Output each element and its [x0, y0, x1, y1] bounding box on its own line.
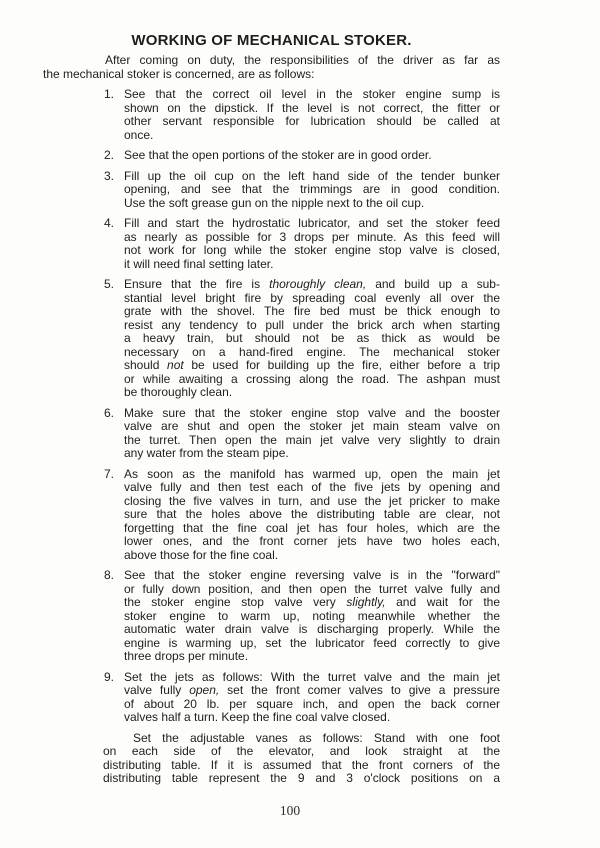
- item-text-line: [124, 115, 500, 129]
- item-text-line: [124, 623, 500, 637]
- item-text-line: [124, 170, 500, 184]
- item-text-line: [124, 88, 500, 102]
- item-text-line: [124, 197, 500, 211]
- text-segment: closing the five valves in turn, and use the jet pricker to make: [124, 493, 500, 508]
- text-segment: Make sure that the stoker engine stop valve and the booster: [124, 405, 500, 420]
- continuation-text-line: [103, 772, 500, 786]
- text-segment: a heavy train, but should not be as thick as would be: [124, 331, 500, 345]
- item-text-line: [124, 434, 500, 448]
- continuation-text-line: [103, 732, 500, 746]
- italic-text-segment: open,: [189, 683, 220, 697]
- text-segment: any water from the steam pipe.: [124, 446, 289, 460]
- text-segment: stoker engine to warm up, noting meanwhile whether the: [124, 608, 500, 623]
- text-segment: resist any tendency to pull under the brick arch when starting: [124, 317, 500, 332]
- item-body: [124, 149, 500, 163]
- italic-text-segment: not: [167, 358, 184, 372]
- text-segment: the turret. Then open the main jet valve very slightly to drain: [124, 432, 500, 447]
- list-item: [104, 88, 500, 142]
- item-text-line: [124, 447, 500, 461]
- text-segment: distributing table. If it is assumed that the front corners of the: [103, 757, 500, 772]
- text-segment: valve fully: [124, 683, 190, 697]
- item-text-line: [124, 481, 500, 495]
- instruction-list: [104, 88, 500, 725]
- text-segment: As soon as the manifold has warmed up, open the main jet: [124, 466, 500, 481]
- item-body: [124, 468, 500, 563]
- item-text-line: [124, 637, 500, 651]
- item-number: 9.: [104, 669, 115, 684]
- item-text-line: [124, 278, 500, 292]
- text-segment: on each side of the elevator, and look straight at the: [103, 744, 500, 758]
- list-item: [104, 170, 500, 211]
- list-item: [104, 217, 500, 271]
- item-number: 3.: [104, 168, 115, 183]
- text-segment: Fill and start the hydrostatic lubricator, and set the stoker feed: [124, 216, 500, 230]
- item-text-line: [124, 386, 500, 400]
- item-text-line: [124, 698, 500, 712]
- continuation-text-line: [103, 745, 500, 759]
- text-segment: Ensure that the fire is: [124, 277, 270, 291]
- page-number: 100: [279, 803, 301, 818]
- page-title: WORKING OF MECHANICAL STOKER.: [131, 32, 412, 49]
- item-text-line: [124, 244, 500, 258]
- item-text-line: [124, 319, 500, 333]
- continuation-text-line: [103, 759, 500, 773]
- text-segment: or fully down position, and then open the turret valve fully and: [124, 581, 500, 596]
- text-segment: and build up a sub-: [366, 277, 500, 291]
- text-segment: engine is warming up, set the lubricator feed correctly to give: [124, 635, 500, 650]
- list-item: [104, 149, 500, 163]
- intro-text-line: [43, 68, 500, 82]
- item-text-line: [124, 102, 500, 116]
- list-item: [104, 671, 500, 725]
- text-column: [43, 33, 500, 786]
- item-text-line: [124, 596, 500, 610]
- item-body: [124, 170, 500, 211]
- text-segment: valve are shut and open the stoker jet main steam valve on: [124, 419, 500, 433]
- text-segment: as nearly as possible for 3 drops per minute. As this feed will: [124, 229, 500, 244]
- list-item: [104, 569, 500, 664]
- text-segment: opening, and see that the trimmings are in good condition.: [124, 182, 500, 196]
- text-segment: See that the correct oil level in the stoker engine sump is: [124, 87, 500, 101]
- list-item: [104, 468, 500, 563]
- text-segment: Set the jets as follows: With the turret valve and the main jet: [124, 669, 500, 684]
- text-segment: Fill up the oil cup on the left hand side of the tender bunker: [124, 168, 500, 183]
- text-segment: it will need final setting later.: [124, 256, 274, 271]
- text-segment: automatic water drain valve is discharging properly. While the: [124, 622, 500, 636]
- item-text-line: [124, 549, 500, 563]
- text-segment: After coming on duty, the responsibilities of the driver as far as: [105, 53, 500, 67]
- text-segment: See that the open portions of the stoker are in good order.: [124, 148, 432, 162]
- text-segment: distributing table represent the 9 and 3 o'clock positions on a: [103, 771, 500, 785]
- item-body: [124, 217, 500, 271]
- text-segment: grate with the shovel. The fire bed must be thick enough to: [124, 304, 500, 318]
- text-segment: should: [124, 358, 168, 372]
- italic-text-segment: slightly,: [346, 595, 386, 609]
- text-segment: Use the soft grease gun on the nipple next to the oil cup.: [124, 195, 425, 210]
- item-text-line: [124, 671, 500, 685]
- item-text-line: [124, 346, 500, 360]
- item-text-line: [124, 495, 500, 509]
- text-segment: the stoker engine stop valve very: [124, 595, 347, 609]
- item-number: 5.: [104, 277, 115, 291]
- item-text-line: [124, 359, 500, 373]
- item-text-line: [124, 373, 500, 387]
- item-text-line: [124, 468, 500, 482]
- item-number: 6.: [104, 405, 115, 420]
- item-text-line: [124, 129, 500, 143]
- intro-text-line: [43, 54, 500, 68]
- item-body: [124, 88, 500, 142]
- text-segment: above those for the fine coal.: [124, 547, 279, 562]
- item-number: 1.: [104, 87, 115, 101]
- text-segment: once.: [124, 127, 154, 142]
- text-segment: the mechanical stoker is concerned, are as follows:: [43, 66, 315, 81]
- text-segment: of about 20 lb. per square inch, and open the back corner: [124, 696, 500, 711]
- item-number: 8.: [104, 568, 115, 582]
- item-text-line: [124, 332, 500, 346]
- item-text-line: [124, 420, 500, 434]
- item-text-line: [124, 407, 500, 421]
- item-text-line: [124, 258, 500, 272]
- item-text-line: [124, 183, 500, 197]
- item-text-line: [124, 535, 500, 549]
- text-segment: shown on the dipstick. If the level is not correct, the fitter or: [124, 100, 500, 115]
- text-segment: set the front comer valves to give a pressure: [219, 683, 500, 697]
- item-number: 2.: [104, 148, 115, 162]
- item-text-line: [124, 610, 500, 624]
- text-segment: three drops per minute.: [124, 649, 249, 663]
- item-text-line: [124, 149, 500, 163]
- continuation-paragraph: [103, 732, 500, 786]
- item-text-line: [124, 569, 500, 583]
- item-body: [124, 671, 500, 725]
- item-text-line: [124, 305, 500, 319]
- text-segment: and wait for the: [385, 595, 501, 609]
- text-segment: See that the stoker engine reversing valve is in the "forward": [124, 568, 500, 582]
- text-segment: other servant responsible for lubrication should be called at: [124, 114, 500, 128]
- italic-text-segment: thoroughly clean,: [269, 277, 367, 291]
- list-item: [104, 278, 500, 400]
- item-number: 7.: [104, 466, 115, 481]
- item-text-line: [124, 583, 500, 597]
- item-text-line: [124, 684, 500, 698]
- text-segment: be used for building up the fire, either before a trip: [183, 358, 500, 372]
- text-segment: be thoroughly clean.: [124, 385, 233, 399]
- text-segment: forgetting that the fine coal jet has four holes, which are the: [124, 520, 500, 535]
- text-segment: stantial level bright fire by spreading coal evenly all over the: [124, 290, 500, 305]
- text-segment: sure that the holes above the distributing table are clear, not: [124, 507, 500, 521]
- text-segment: lower ones, and the front corner jets have two holes each,: [124, 534, 500, 548]
- text-segment: necessary on a hand-fired engine. The mechanical stoker: [124, 344, 500, 359]
- item-body: [124, 278, 500, 400]
- item-text-line: [124, 231, 500, 245]
- item-text-line: [124, 292, 500, 306]
- text-segment: not work for long while the stoker engine stop valve is closed,: [124, 243, 500, 257]
- text-segment: valve fully and then test each of the five jets by opening and: [124, 480, 500, 494]
- item-body: [124, 569, 500, 664]
- list-item: [104, 407, 500, 461]
- item-number: 4.: [104, 216, 115, 230]
- text-segment: Set the adjustable vanes as follows: Stand with one foot: [133, 730, 500, 745]
- text-segment: valves half a turn. Keep the fine coal valve closed.: [124, 710, 391, 724]
- item-text-line: [124, 522, 500, 536]
- item-text-line: [124, 711, 500, 725]
- item-text-line: [124, 650, 500, 664]
- intro-paragraph: [43, 54, 500, 81]
- item-text-line: [124, 508, 500, 522]
- text-segment: or while awaiting a crossing along the road. The ashpan must: [124, 371, 500, 386]
- item-text-line: [124, 217, 500, 231]
- item-body: [124, 407, 500, 461]
